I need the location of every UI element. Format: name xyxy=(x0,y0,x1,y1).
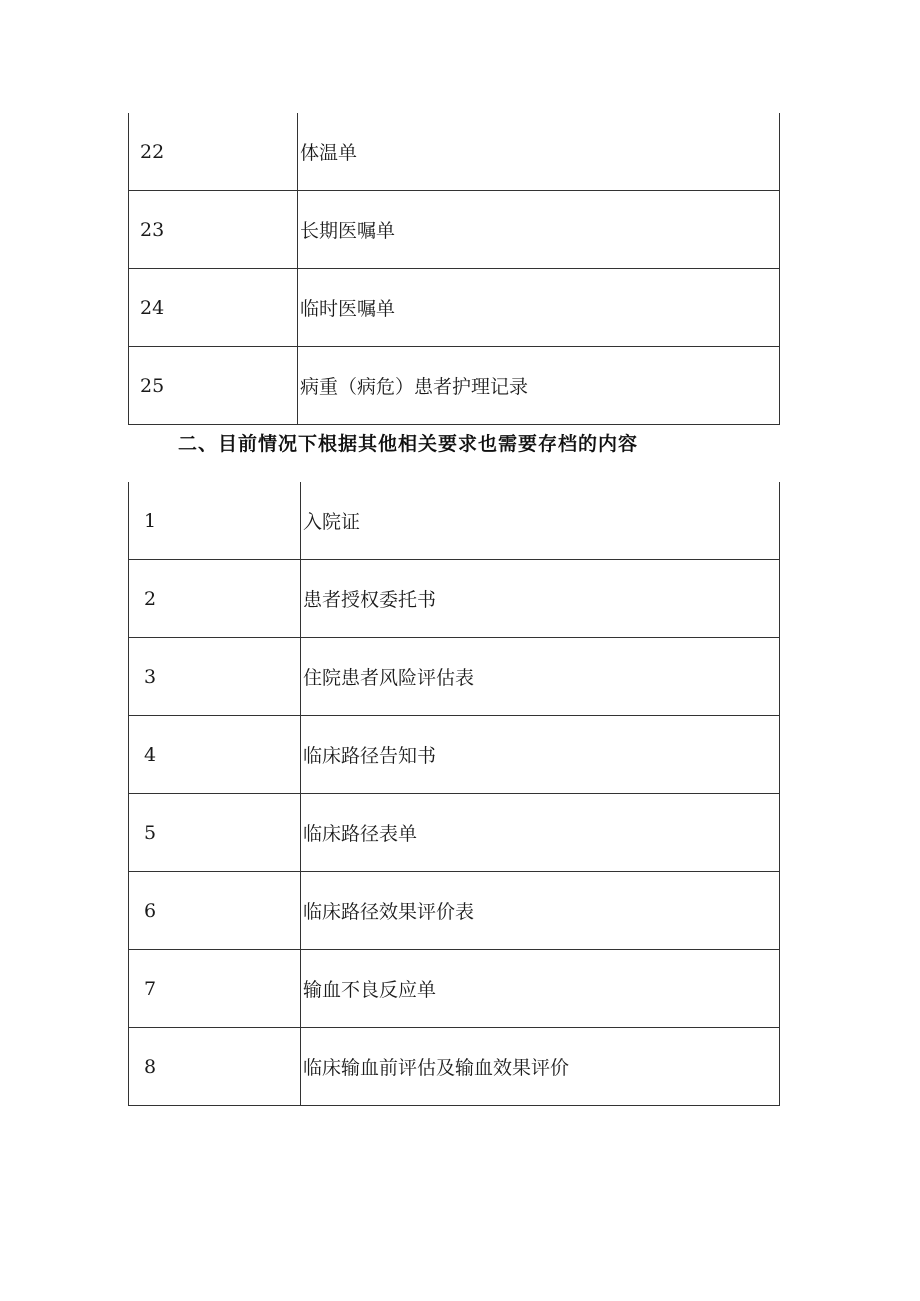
table-row xyxy=(129,560,779,638)
row-item: 长期医嘱单 xyxy=(300,220,396,242)
archive-table-continued xyxy=(128,113,780,425)
row-number: 25 xyxy=(129,347,298,424)
table-row xyxy=(129,1028,779,1106)
row-item: 体温单 xyxy=(300,142,358,164)
row-item: 临床路径效果评价表 xyxy=(303,901,475,923)
row-number: 3 xyxy=(129,638,301,715)
table-row xyxy=(129,872,779,950)
row-number: 7 xyxy=(129,950,301,1027)
archive-table-additional xyxy=(128,482,780,1106)
table-row xyxy=(129,113,779,191)
row-item: 入院证 xyxy=(303,511,361,533)
row-number: 6 xyxy=(129,872,301,949)
row-item: 临床输血前评估及输血效果评价 xyxy=(303,1057,570,1079)
table-row xyxy=(129,347,779,425)
row-number: 2 xyxy=(129,560,301,637)
row-item: 临床路径表单 xyxy=(303,823,418,845)
row-number: 22 xyxy=(129,113,298,190)
row-item: 临床路径告知书 xyxy=(303,745,437,767)
table-row xyxy=(129,482,779,560)
row-number: 4 xyxy=(129,716,301,793)
row-number: 8 xyxy=(129,1028,301,1105)
row-item: 患者授权委托书 xyxy=(303,589,437,611)
row-number: 23 xyxy=(129,191,298,268)
table-row xyxy=(129,269,779,347)
table-row xyxy=(129,716,779,794)
row-number: 5 xyxy=(129,794,301,871)
row-number: 1 xyxy=(129,482,301,559)
row-item: 病重（病危）患者护理记录 xyxy=(300,376,529,398)
row-item: 输血不良反应单 xyxy=(303,979,437,1001)
table-row xyxy=(129,638,779,716)
table-row xyxy=(129,794,779,872)
row-item: 住院患者风险评估表 xyxy=(303,667,475,689)
section-heading: 二、目前情况下根据其他相关要求也需要存档的内容 xyxy=(178,433,639,455)
row-number: 24 xyxy=(129,269,298,346)
table-row xyxy=(129,950,779,1028)
table-row xyxy=(129,191,779,269)
row-item: 临时医嘱单 xyxy=(300,298,396,320)
